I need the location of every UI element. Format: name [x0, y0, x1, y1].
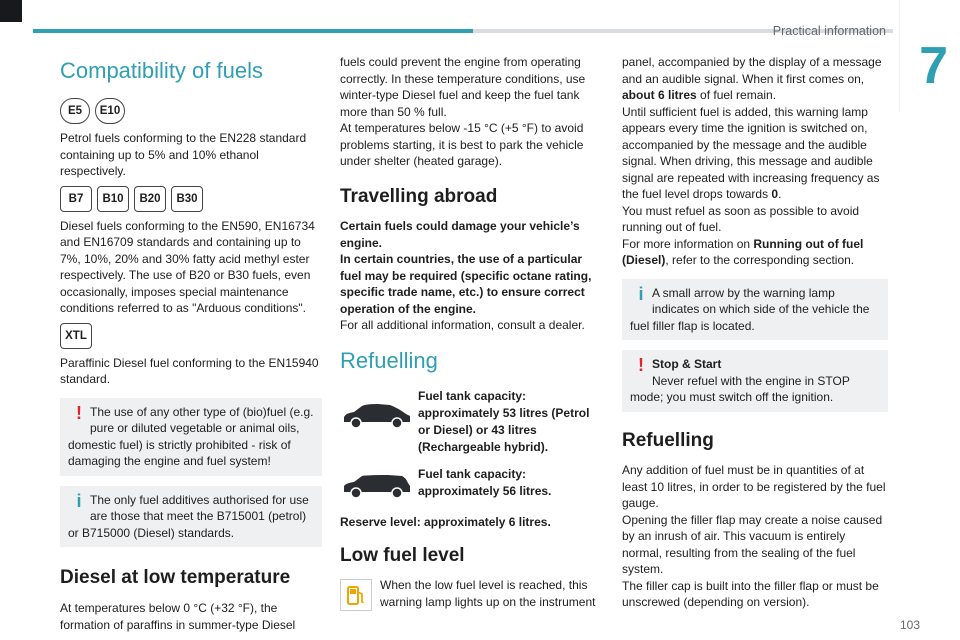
warning-note-stop-start	[622, 350, 888, 412]
xtl-badges	[60, 323, 322, 349]
page-header	[0, 0, 960, 48]
c3-text-1: panel, accompanied by the display of a message and an audible signal. When it first comes on, about 6 litres of fuel remain.	[622, 55, 882, 102]
column-3	[622, 54, 888, 617]
stop-start-title: Stop & Start	[652, 357, 722, 371]
reserve-level: Reserve level: approximately 6 litres.	[340, 515, 551, 530]
car-van-row	[340, 466, 602, 500]
low-fuel-block	[340, 577, 602, 610]
diesel-text: Diesel fuels conforming to the EN590, EN16734 and EN16709 standards and containing up to 7%, 10%, 20% and 30% fatty acid methyl ester respectively. The use of B20 or B30 fuels, even occasionally, imposes special maintenance conditions referred to as "Arduous conditions".	[60, 218, 315, 316]
info-icon: i	[638, 283, 644, 304]
fuel-warning-lamp-icon	[340, 579, 372, 611]
info-note-arrow	[622, 279, 888, 341]
page-number: 103	[899, 618, 920, 632]
car2-capacity: Fuel tank capacity: approximately 56 litres.	[418, 467, 552, 499]
corner-mark	[0, 0, 22, 22]
chapter-number: 7	[919, 37, 948, 95]
compatibility-heading: Compatibility of fuels	[60, 58, 263, 83]
estate-car-icon	[340, 472, 414, 500]
refuelling-subheading: Refuelling	[622, 429, 714, 451]
badge-b7: B7	[60, 186, 92, 212]
diesel-badges	[60, 186, 322, 212]
suv-car-icon	[340, 402, 414, 430]
car-suv-row	[340, 388, 602, 456]
diesel-low-text: At temperatures below 0 °C (+32 °F), the formation of paraffins in summer-type Diesel	[60, 601, 296, 632]
continued-text-2: At temperatures below -15 °C (+5 °F) to avoid problems starting, it is best to park the vehicle under shelter (heated garage).	[340, 121, 584, 168]
chapter-tab	[899, 0, 960, 112]
petrol-badges	[60, 98, 322, 124]
column-1	[60, 54, 322, 639]
abroad-text: For all additional information, consult a dealer.	[340, 318, 585, 333]
xtl-text: Paraffinic Diesel fuel conforming to the EN15940 standard.	[60, 355, 319, 387]
section-title: Practical information	[772, 24, 886, 38]
badge-e10: E10	[95, 98, 125, 124]
header-rule-accent	[33, 29, 473, 33]
refuel-text-3: The filler cap is built into the filler flap or must be unscrewed (depending on version).	[622, 578, 879, 610]
low-fuel-heading: Low fuel level	[340, 544, 465, 566]
badge-b30: B30	[171, 186, 203, 212]
refuelling-heading: Refuelling	[340, 347, 438, 373]
abroad-bold-1: Certain fuels could damage your vehicle’s engine.	[340, 219, 580, 250]
c3-text-4: For more information on Running out of fuel (Diesel), refer to the corresponding section.	[622, 236, 864, 267]
warning-icon: !	[76, 402, 82, 423]
abroad-heading: Travelling abroad	[340, 185, 498, 207]
info-text: The only fuel additives authorised for use are those that meet the B715001 (petrol) or B715000 (Diesel) standards.	[68, 492, 309, 540]
badge-b10: B10	[97, 186, 129, 212]
car1-capacity: Fuel tank capacity: approximately 53 litres (Petrol or Diesel) or 43 litres (Rechargeable hybrid).	[418, 389, 590, 455]
abroad-bold-2: In certain countries, the use of a particular fuel may be required (specific octane rating, specific trade name, etc.) to ensure correct operation of the engine.	[340, 252, 592, 316]
badge-e5: E5	[60, 98, 90, 124]
refuel-text-2: Opening the filler flap may create a noise caused by an inrush of air. This vacuum is entirely normal, resulting from the sealing of the fuel system.	[622, 512, 883, 577]
c3-text-3: You must refuel as soon as possible to avoid running out of fuel.	[622, 203, 860, 234]
warning-icon: !	[638, 355, 644, 375]
info-arrow-text: A small arrow by the warning lamp indicates on which side of the vehicle the fuel filler flap is located.	[630, 285, 870, 333]
petrol-text: Petrol fuels conforming to the EN228 standard containing up to 5% and 10% ethanol respectively.	[60, 131, 307, 179]
c3-text-2: Until sufficient fuel is added, this warning lamp appears every time the ignition is switched on, accompanied by the message and the audible signal. When driving, this message and audible signal are repeated with increasing frequency as the fuel level drops towards 0.	[622, 104, 880, 201]
info-icon: i	[76, 490, 82, 511]
badge-xtl: XTL	[60, 323, 92, 349]
continued-text: fuels could prevent the engine from operating correctly. In these temperature conditions, use winter-type Diesel fuel and keep the fuel tank more than 50 % full.	[340, 55, 586, 119]
stop-start-text: Never refuel with the engine in STOP mode; you must switch off the ignition.	[630, 373, 850, 404]
column-2	[340, 54, 602, 616]
warning-note	[60, 398, 322, 476]
info-note	[60, 486, 322, 548]
diesel-low-heading: Diesel at low temperature	[60, 567, 291, 589]
warning-text: The use of any other type of (bio)fuel (e.g. pure or diluted vegetable or animal oils, domestic fuel) is strictly prohibited - risk of damaging the engine and fuel system!	[68, 404, 314, 469]
refuel-text-1: Any addition of fuel must be in quantities of at least 10 litres, in order to be registered by the fuel gauge.	[622, 463, 886, 511]
badge-b20: B20	[134, 186, 166, 212]
low-fuel-text: When the low fuel level is reached, this warning lamp lights up on the instrument	[380, 578, 596, 609]
